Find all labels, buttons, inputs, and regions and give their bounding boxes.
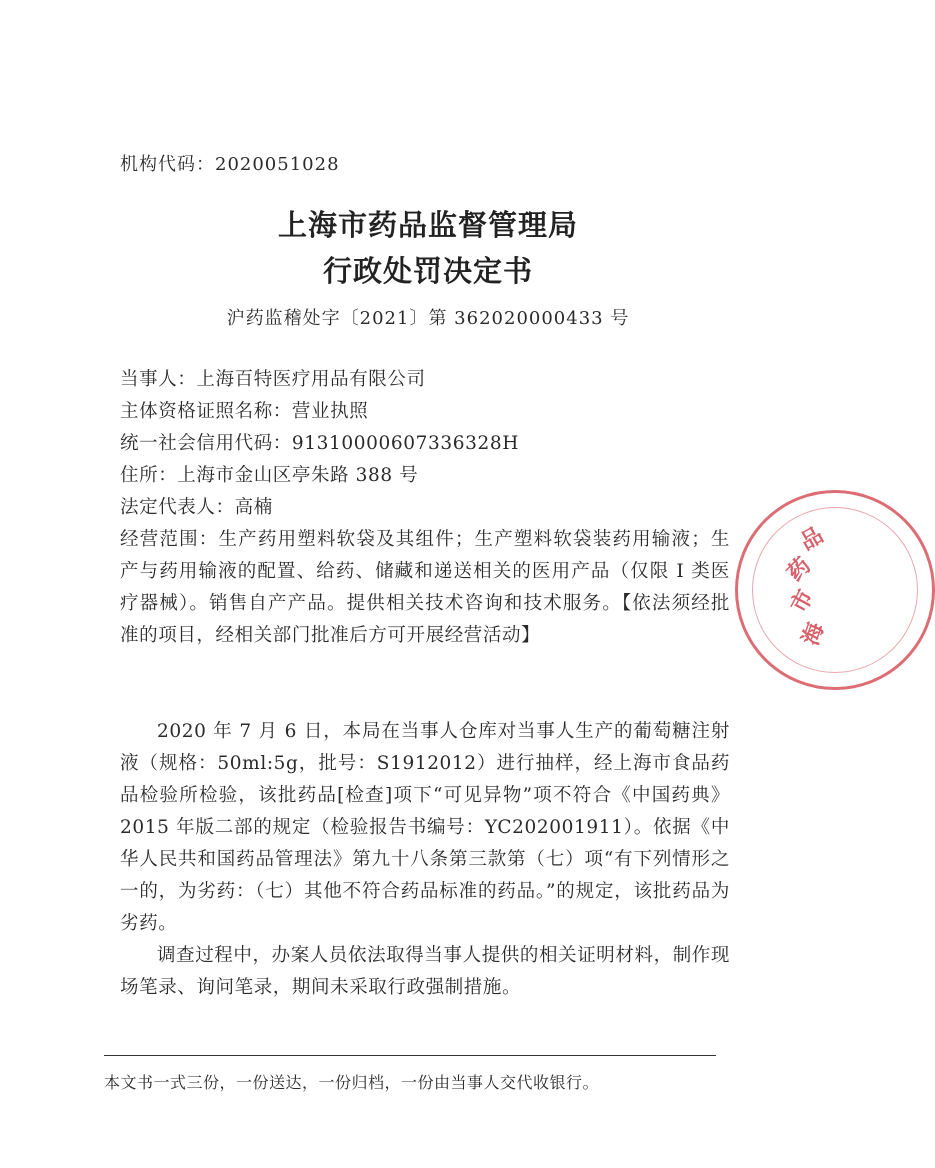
- seal-outer-ring: [735, 490, 935, 690]
- footer-divider: [104, 1055, 716, 1056]
- credit-code: 统一社会信用代码：91310000607336328H: [120, 433, 519, 454]
- seal-inner-ring: [752, 507, 918, 673]
- seal-char: 海: [797, 619, 830, 649]
- document-number: 沪药监稽处字〔2021〕第 362020000433 号: [226, 308, 630, 329]
- legal-representative: 法定代表人：高楠: [120, 497, 273, 518]
- case-paragraph-2: 调查过程中，办案人员依法取得当事人提供的相关证明材料，制作现场笔录、询问笔录，期间未采取行政强制措施。: [120, 945, 731, 998]
- business-scope: 经营范围：生产药用塑料软袋及其组件；生产塑料软袋装药用输液；生产与药用输液的配置、给药、储藏和递送相关的医用产品（仅限 I 类医疗器械）。销售自产产品。提供相关技术咨询和技术服务。【依法须经批准的项目，经相关部门批准后方可开展经营活动】: [120, 529, 730, 646]
- party-name: 当事人：上海百特医疗用品有限公司: [120, 369, 426, 390]
- address: 住所：上海市金山区亭朱路 388 号: [120, 465, 419, 486]
- seal-char: 品: [795, 522, 828, 556]
- license-type: 主体资格证照名称：营业执照: [120, 401, 369, 422]
- case-facts: [120, 716, 730, 1004]
- seal-char: 药: [782, 552, 817, 587]
- org-code: 机构代码：2020051028: [120, 154, 340, 175]
- case-paragraph-1: 2020 年 7 月 6 日，本局在当事人仓库对当事人生产的葡萄糖注射液（规格：50ml:5g，批号：S1912012）进行抽样，经上海市食品药品检验所检验，该批药品[检查]项下“可见异物”项不符合《中国药典》2015 年版二部的规定（检验报告书编号：YC202001911）。依据《中华人民共和国药品管理法》第九十八条第三款第（七）项“有下列情形之一的，为劣药：（七）其他不符合药品标准的药品。”的规定，该批药品为劣药。: [120, 721, 730, 934]
- document-type-title: 行政处罚决定书: [322, 254, 533, 288]
- footer-note: 本文书一式三份，一份送达，一份归档，一份由当事人交代收银行。: [104, 1073, 600, 1092]
- seal-char: 市: [785, 585, 819, 618]
- issuing-authority-title: 上海市药品监督管理局: [277, 208, 578, 242]
- party-info: [120, 364, 730, 652]
